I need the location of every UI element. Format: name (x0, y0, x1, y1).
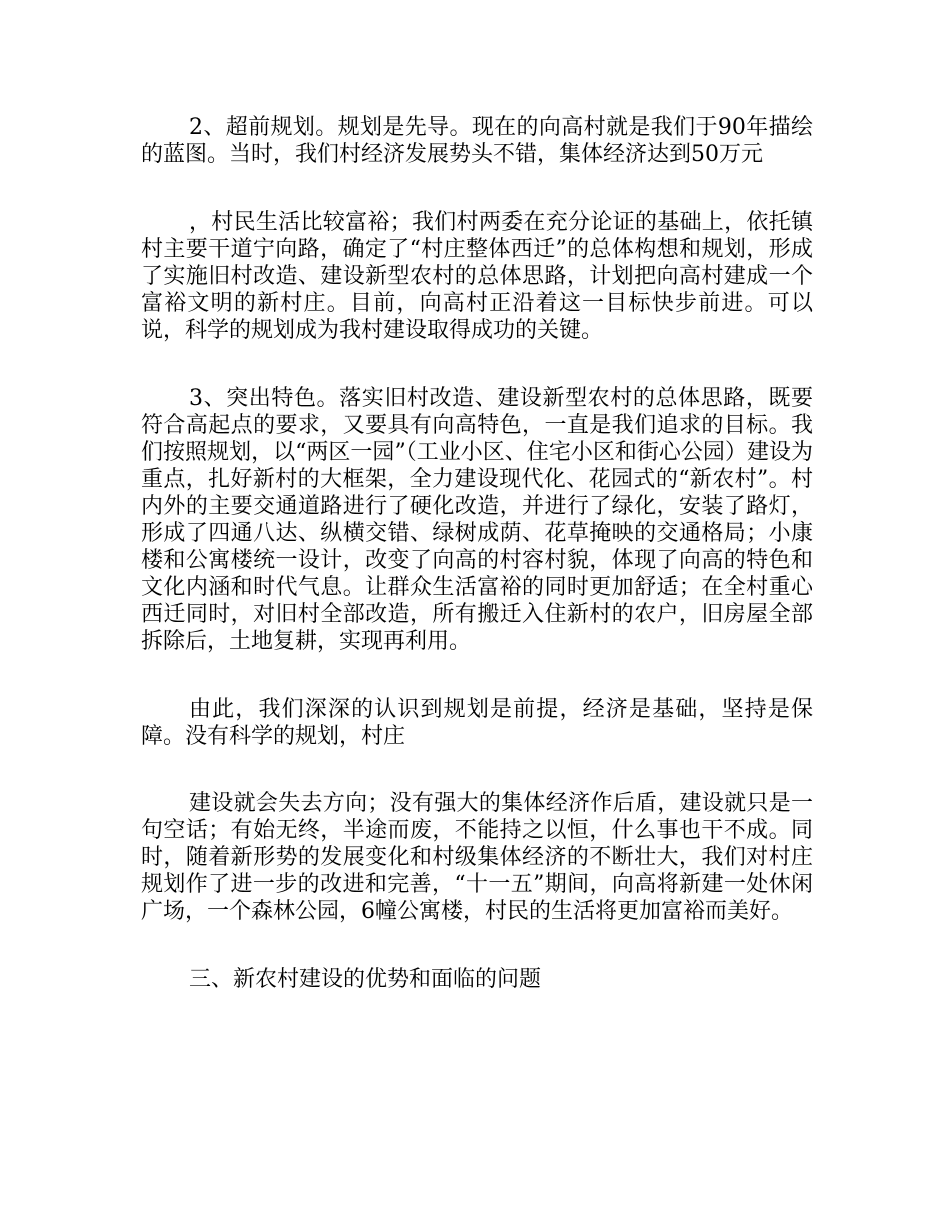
section-heading-advantages-problems: 三、新农村建设的优势和面临的问题 (189, 967, 542, 992)
paragraph-spacer (141, 168, 813, 209)
paragraph-spacer (141, 344, 813, 385)
paragraph-conclusion-continued: 建设就会失去方向；没有强大的集体经济作后盾，建设就只是一句空话；有始无终，半途而废，不能持之以恒，什么事也干不成。同时，随着新形势的发展变化和村级集体经济的不断壮大，我们对村庄规划作了进一步的改进和完善，“十一五”期间，向高将新建一处休闲广场，一个森林公园，6幢公寓楼，村民的生活将更加富裕而美好。 (141, 791, 813, 924)
paragraph-spacer (141, 750, 813, 790)
paragraph-conclusion-start: 由此，我们深深的认识到规划是前提，经济是基础，坚持是保障。没有科学的规划，村庄 (141, 697, 813, 749)
paragraph-planning-details: ，村民生活比较富裕；我们村两委在充分论证的基础上，依托镇村主要干道宁向路，确定了“村庄整体西迁”的总体构想和规划，形成了实施旧村改造、建设新型农村的总体思路，计划把向高村建成一个富裕文明的新村庄。目前，向高村正沿着这一目标快步前进。可以说，科学的规划成为我村建设取得成功的关键。 (141, 210, 813, 343)
paragraph-planning-ahead: 2、超前规划。规划是先导。现在的向高村就是我们于90年描绘的蓝图。当时，我们村经济发展势头不错，集体经济达到50万元 (141, 115, 813, 167)
paragraph-spacer (141, 925, 813, 966)
paragraph-spacer (141, 655, 813, 696)
document-body (141, 114, 813, 993)
paragraph-highlight-features: 3、突出特色。落实旧村改造、建设新型农村的总体思路，既要符合高起点的要求，又要具有向高特色，一直是我们追求的目标。我们按照规划，以“两区一园”（工业小区、住宅小区和街心公园）建设为重点，扎好新村的大框架，全力建设现代化、花园式的“新农村”。村内外的主要交通道路进行了硬化改造，并进行了绿化，安装了路灯，形成了四通八达、纵横交错、绿树成荫、花草掩映的交通格局；小康楼和公寓楼统一设计，改变了向高的村容村貌，体现了向高的特色和文化内涵和时代气息。让群众生活富裕的同时更加舒适；在全村重心西迁同时，对旧村全部改造，所有搬迁入住新村的农户，旧房屋全部拆除后，土地复耕，实现再利用。 (141, 386, 813, 654)
